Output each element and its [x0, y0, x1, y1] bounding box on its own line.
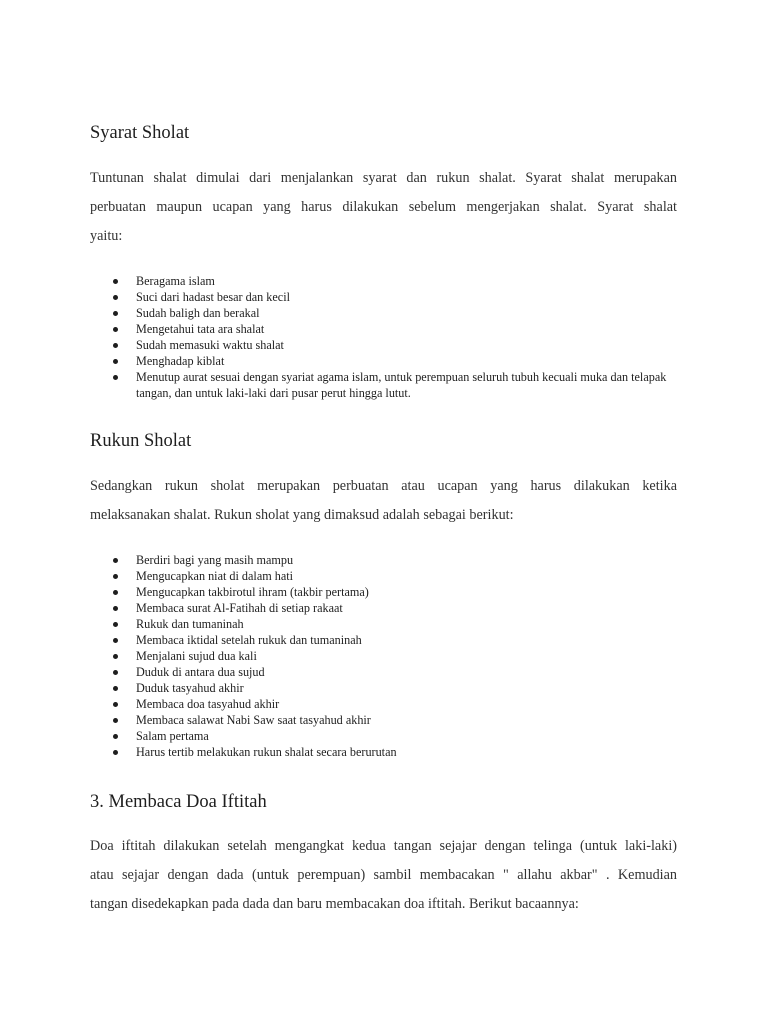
list-item	[90, 728, 678, 744]
paragraph-line: Tuntunan shalat dimulai dari menjalankan syarat dan rukun shalat. Syarat shalat merupakan	[90, 170, 677, 186]
bullet-icon	[113, 702, 118, 707]
list-item	[90, 696, 678, 712]
list-item	[90, 273, 678, 289]
list-rukun-sholat	[90, 552, 678, 760]
bullet-icon	[113, 574, 118, 579]
list-item-text: Duduk tasyahud akhir	[136, 681, 244, 695]
paragraph-line: tangan disedekapkan pada dada dan baru membacakan doa iftitah. Berikut bacaannya:	[90, 896, 579, 912]
paragraph-rukun-sholat	[90, 472, 677, 530]
list-item-text: Sudah memasuki waktu shalat	[136, 338, 284, 352]
bullet-icon	[113, 638, 118, 643]
list-item	[90, 305, 678, 321]
list-item-text: Mengetahui tata ara shalat	[136, 322, 265, 336]
bullet-icon	[113, 654, 118, 659]
list-item	[90, 568, 678, 584]
paragraph-line: Sedangkan rukun sholat merupakan perbuatan atau ucapan yang harus dilakukan ketika	[90, 478, 677, 494]
bullet-icon	[113, 606, 118, 611]
list-item	[90, 648, 678, 664]
bullet-icon	[113, 750, 118, 755]
list-item	[90, 337, 678, 353]
list-item	[90, 584, 678, 600]
list-item-text: Membaca doa tasyahud akhir	[136, 697, 280, 711]
list-item-text: Harus tertib melakukan rukun shalat secara berurutan	[136, 745, 397, 759]
list-item-text: Sudah baligh dan berakal	[136, 306, 260, 320]
list-item-text: Salam pertama	[136, 729, 209, 743]
bullet-icon	[113, 375, 118, 380]
bullet-icon	[113, 311, 118, 316]
list-item-text: Suci dari hadast besar dan kecil	[136, 290, 290, 304]
heading-rukun-sholat: Rukun Sholat	[90, 431, 192, 451]
heading-membaca-doa-iftitah: 3. Membaca Doa Iftitah	[90, 792, 267, 812]
list-item	[90, 600, 678, 616]
list-item	[90, 289, 678, 305]
list-item-text: Menutup aurat sesuai dengan syariat agama islam, untuk perempuan seluruh tubuh kecuali muka dan telapak tangan, dan untuk laki-laki dari pusar perut hingga lutut.	[136, 370, 667, 400]
list-item-text: Mengucapkan takbirotul ihram (takbir pertama)	[136, 585, 369, 599]
bullet-icon	[113, 343, 118, 348]
list-item-text: Membaca surat Al-Fatihah di setiap rakaat	[136, 601, 343, 615]
list-item	[90, 321, 678, 337]
bullet-icon	[113, 734, 118, 739]
list-item	[90, 369, 678, 401]
bullet-icon	[113, 686, 118, 691]
list-item-text: Membaca salawat Nabi Saw saat tasyahud akhir	[136, 713, 371, 727]
bullet-icon	[113, 327, 118, 332]
list-item	[90, 664, 678, 680]
list-item-text: Menghadap kiblat	[136, 354, 225, 368]
paragraph-doa-iftitah	[90, 832, 677, 919]
list-item-text: Beragama islam	[136, 274, 215, 288]
bullet-icon	[113, 558, 118, 563]
paragraph-line: atau sejajar dengan dada (untuk perempuan) sambil membacakan " allahu akbar" . Kemudian	[90, 867, 677, 883]
bullet-icon	[113, 670, 118, 675]
list-item	[90, 632, 678, 648]
bullet-icon	[113, 590, 118, 595]
list-item	[90, 353, 678, 369]
bullet-icon	[113, 622, 118, 627]
list-item	[90, 680, 678, 696]
list-item	[90, 616, 678, 632]
list-item-text: Membaca iktidal setelah rukuk dan tumaninah	[136, 633, 362, 647]
list-item	[90, 744, 678, 760]
bullet-icon	[113, 295, 118, 300]
bullet-icon	[113, 279, 118, 284]
list-item	[90, 712, 678, 728]
bullet-icon	[113, 718, 118, 723]
list-item-text: Duduk di antara dua sujud	[136, 665, 265, 679]
bullet-icon	[113, 359, 118, 364]
paragraph-line: perbuatan maupun ucapan yang harus dilakukan sebelum mengerjakan shalat. Syarat shalat	[90, 199, 677, 215]
paragraph-line: yaitu:	[90, 228, 123, 244]
list-item-text: Mengucapkan niat di dalam hati	[136, 569, 294, 583]
list-item	[90, 552, 678, 568]
list-item-text: Menjalani sujud dua kali	[136, 649, 257, 663]
heading-syarat-sholat: Syarat Sholat	[90, 123, 190, 143]
paragraph-line: Doa iftitah dilakukan setelah mengangkat kedua tangan sejajar dengan telinga (untuk laki-laki)	[90, 838, 677, 854]
list-item-text: Berdiri bagi yang masih mampu	[136, 553, 294, 567]
paragraph-syarat-sholat	[90, 164, 677, 251]
list-item-text: Rukuk dan tumaninah	[136, 617, 244, 631]
paragraph-line: melaksanakan shalat. Rukun sholat yang dimaksud adalah sebagai berikut:	[90, 507, 514, 523]
list-syarat-sholat	[90, 273, 678, 401]
